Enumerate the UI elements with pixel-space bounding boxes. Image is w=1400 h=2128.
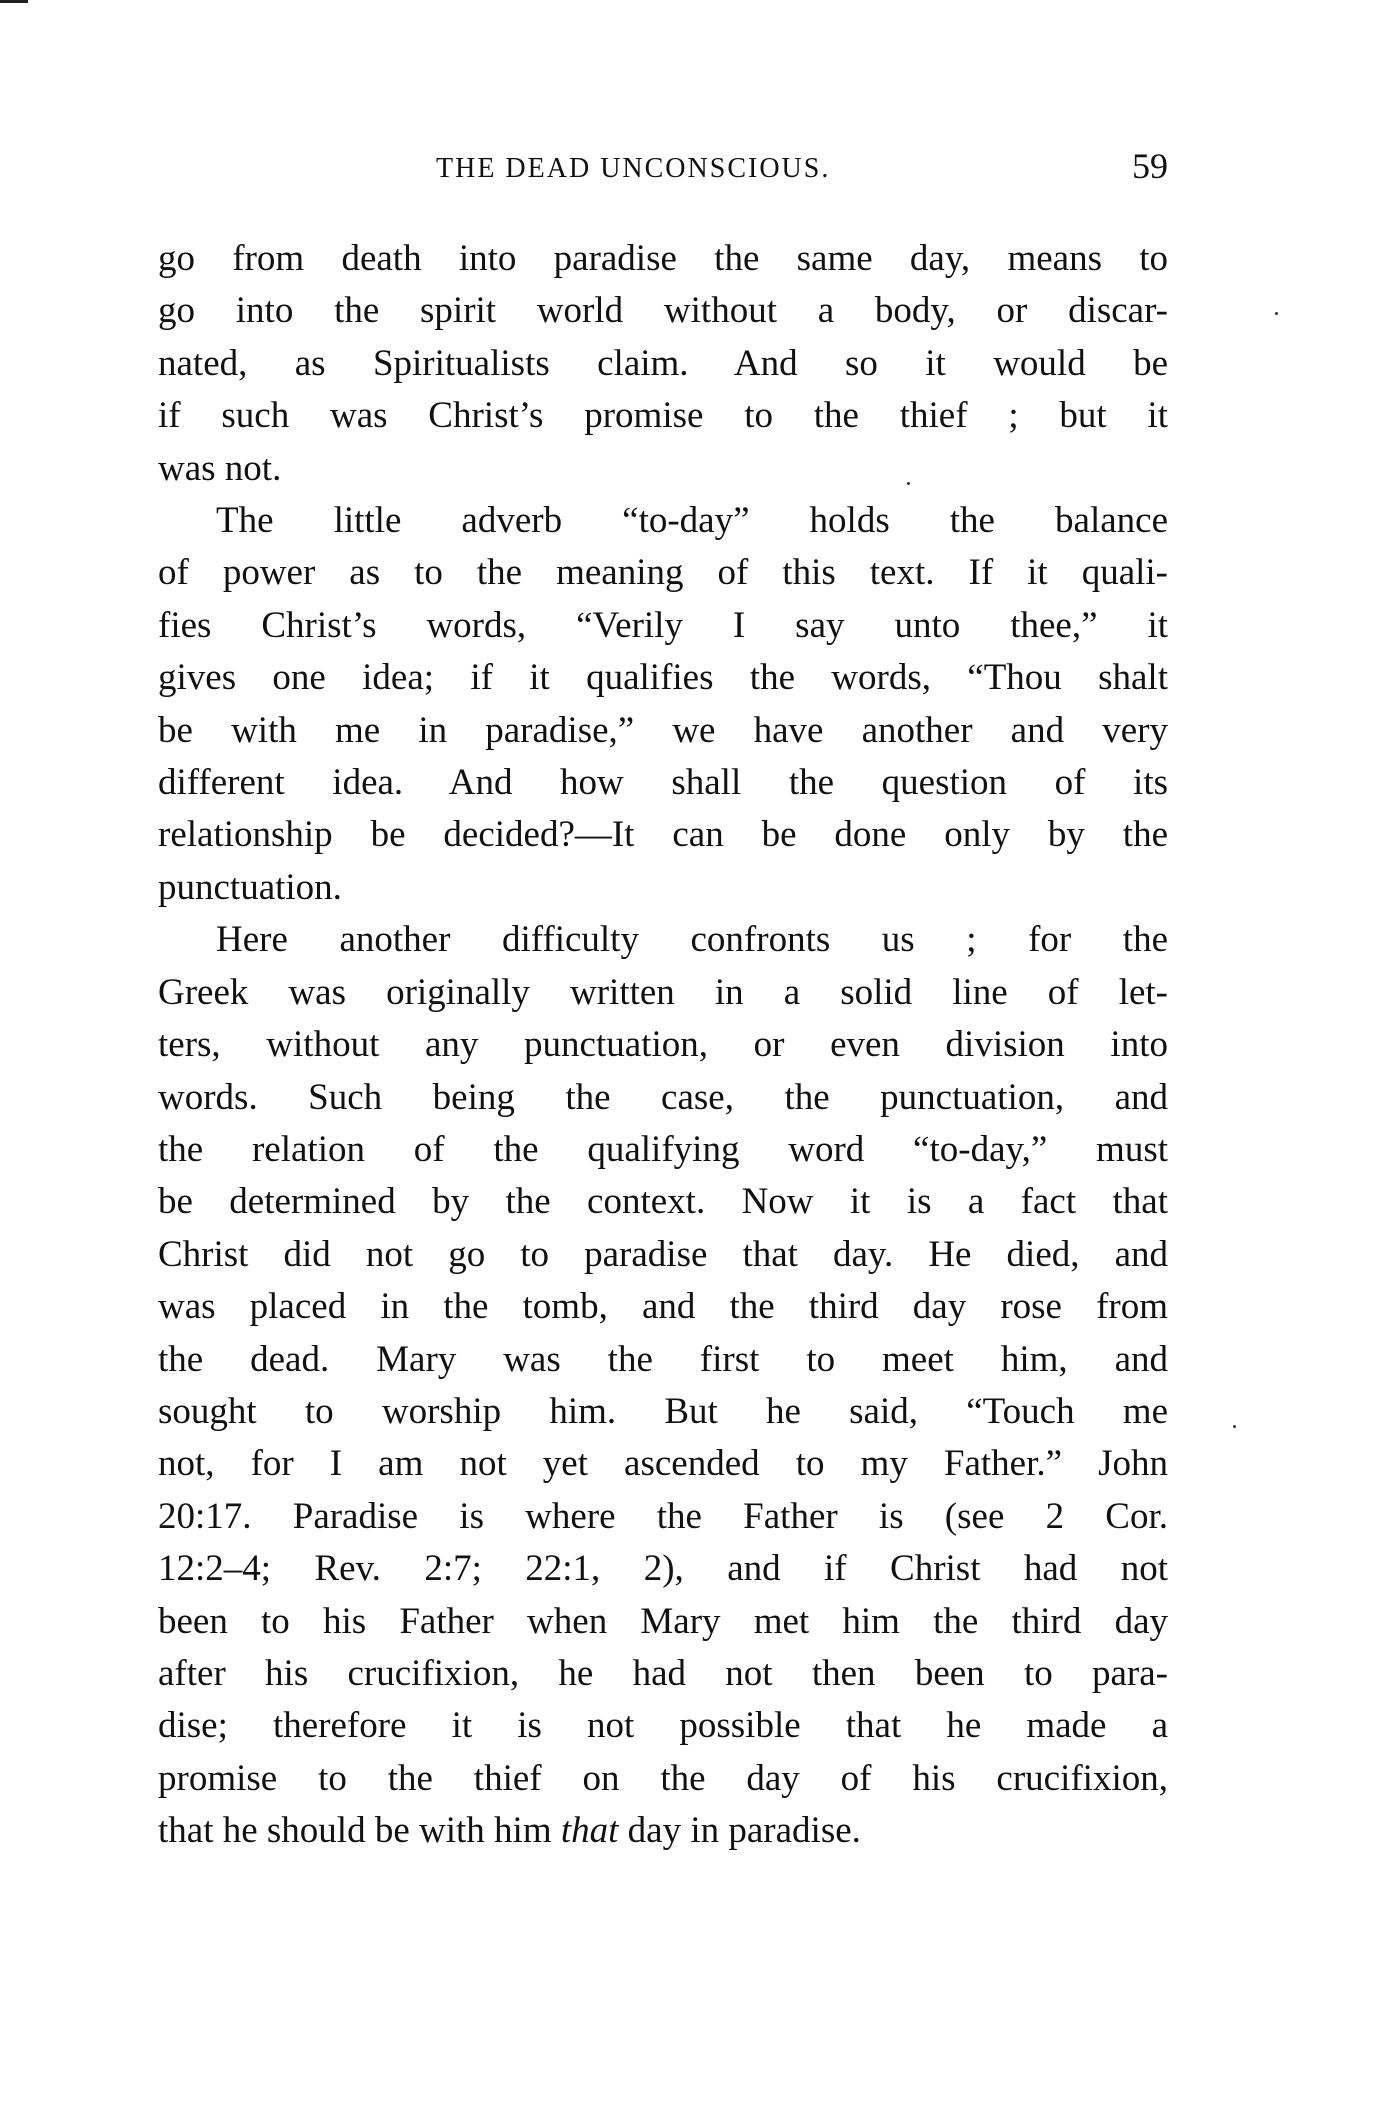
paragraph [158, 495, 1168, 914]
text-line: relationship be decided?—It can be done only by the [158, 814, 1168, 856]
text-line: Here another difficulty confronts us ; for the [216, 919, 1168, 961]
text-line: been to his Father when Mary met him the third day [158, 1600, 1168, 1642]
text-line: ters, without any punctuation, or even division into [158, 1024, 1168, 1066]
text-line: fies Christ’s words, “Verily I say unto thee,” it [158, 604, 1168, 646]
text-line: 20:17. Paradise is where the Father is (see 2 Cor. [158, 1495, 1168, 1537]
text-line: nated, as Spiritualists claim. And so it would be [158, 342, 1168, 384]
text-line: the dead. Mary was the first to meet him, and [158, 1338, 1168, 1380]
running-title: THE DEAD UNCONSCIOUS. [436, 153, 831, 184]
book-page [158, 145, 1168, 1858]
text-line: the relation of the qualifying word “to-day,” must [158, 1128, 1168, 1170]
text-line: not, for I am not yet ascended to my Father.” John [158, 1443, 1168, 1485]
text-line: dise; therefore it is not possible that he made a [158, 1705, 1168, 1747]
text-line: was not. [158, 447, 282, 489]
scan-corner-mark [0, 0, 28, 3]
text-line: different idea. And how shall the question of its [158, 762, 1168, 804]
text-line: be with me in paradise,” we have another and very [158, 709, 1168, 751]
text-line: if such was Christ’s promise to the thief ; but it [158, 395, 1168, 437]
text-line: 12:2–4; Rev. 2:7; 22:1, 2), and if Christ had not [158, 1548, 1168, 1590]
scan-speck [1275, 312, 1278, 315]
text-line: go from death into paradise the same day, means to [158, 238, 1168, 279]
running-head [158, 145, 1168, 205]
emphasis: that [560, 1810, 619, 1852]
paragraph [158, 914, 1168, 1857]
text-line: punctuation. [158, 866, 342, 908]
scan-speck [1233, 1425, 1236, 1428]
paragraph [158, 233, 1168, 495]
text-line: sought to worship him. But he said, “Touch me [158, 1390, 1168, 1432]
text-line: after his crucifixion, he had not then been to para- [158, 1652, 1168, 1694]
text-line: that he should be with him that day in paradise. [158, 1810, 861, 1852]
body-text [158, 233, 1168, 1858]
text-line: Greek was originally written in a solid line of let- [158, 971, 1168, 1013]
text-line: of power as to the meaning of this text. If it quali- [158, 552, 1168, 594]
text-line: go into the spirit world without a body, or discar- [158, 290, 1168, 332]
text-line: words. Such being the case, the punctuation, and [158, 1076, 1168, 1118]
text-line: The little adverb “to-day” holds the balance [216, 500, 1168, 542]
text-line: be determined by the context. Now it is a fact that [158, 1181, 1168, 1223]
text-line: promise to the thief on the day of his crucifixion, [158, 1757, 1168, 1799]
text-line: Christ did not go to paradise that day. He died, and [158, 1233, 1168, 1275]
text-line: was placed in the tomb, and the third day rose from [158, 1286, 1168, 1328]
text-line: gives one idea; if it qualifies the words, “Thou shalt [158, 657, 1168, 699]
page-number: 59 [1132, 146, 1168, 186]
